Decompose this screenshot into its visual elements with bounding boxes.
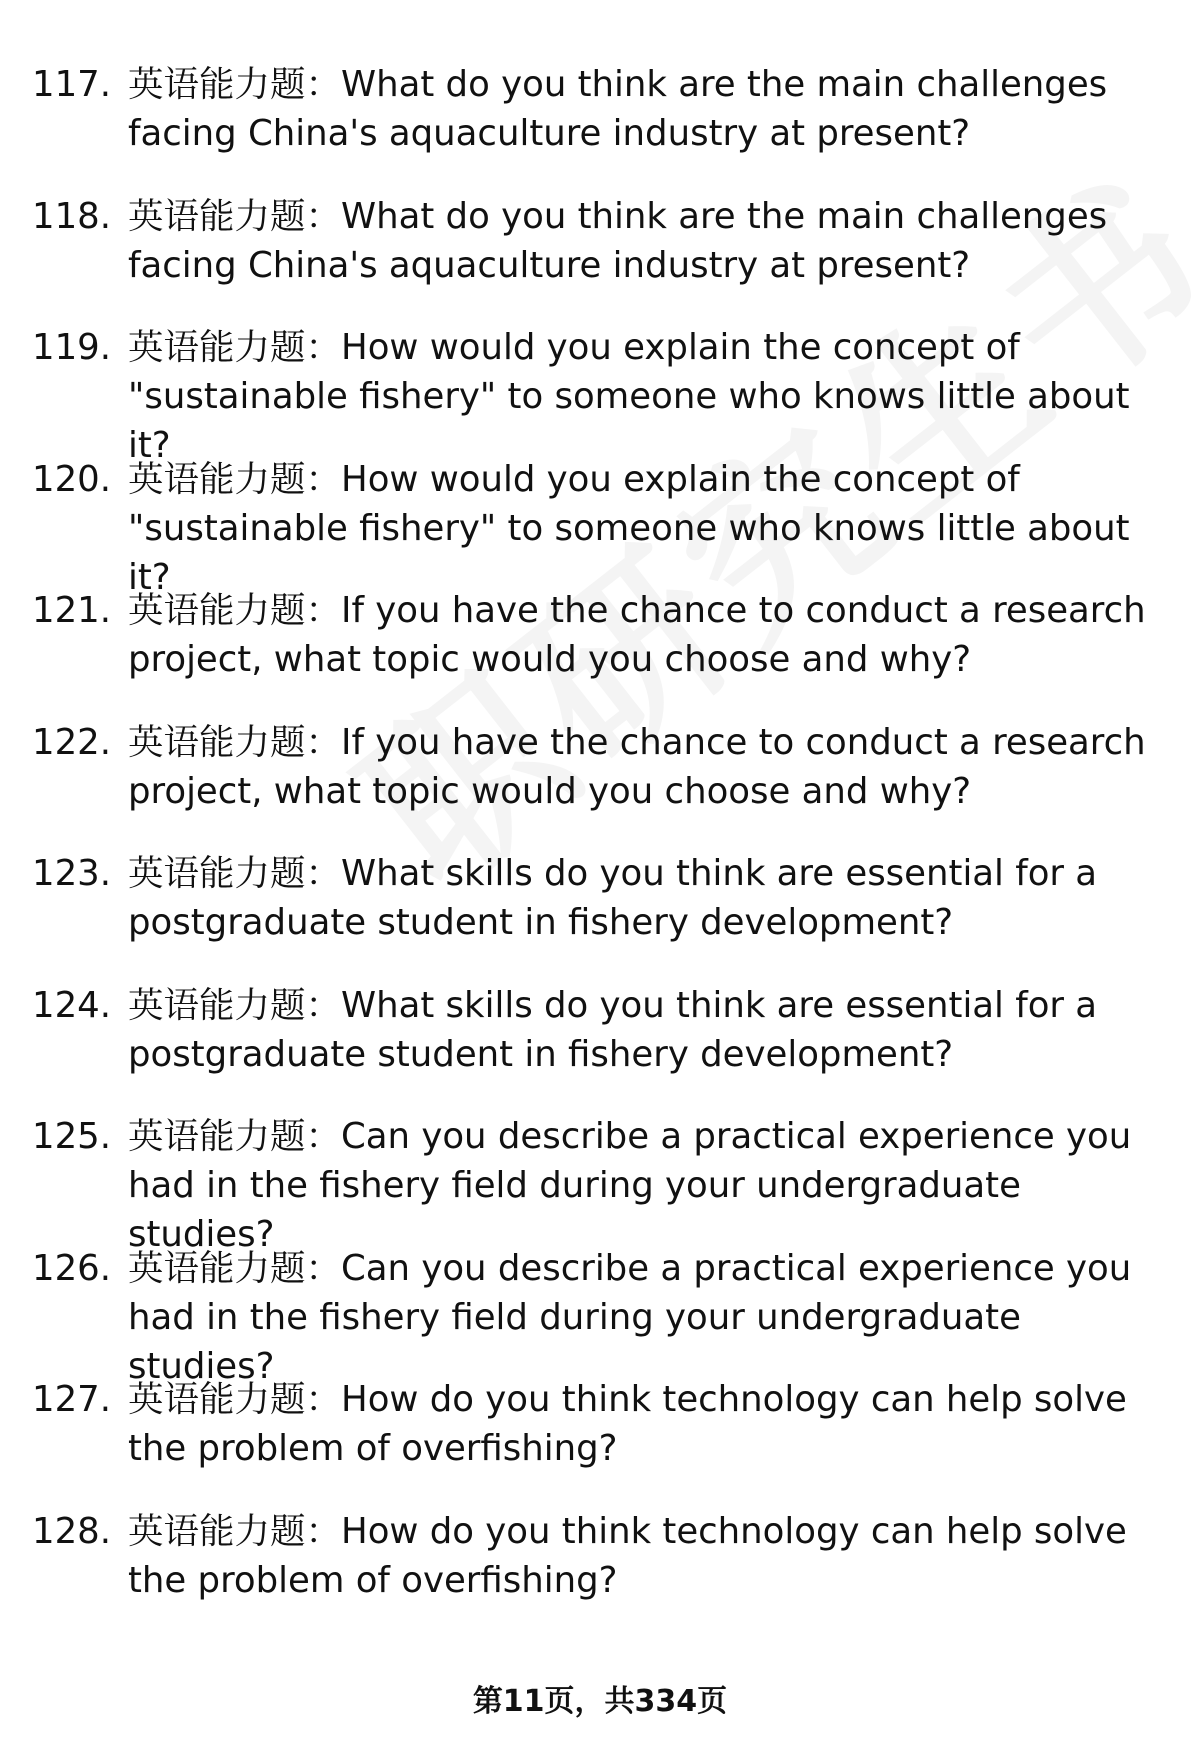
page-footer: 第11页，共334页 — [472, 1684, 728, 1719]
question-number: 121. — [32, 590, 112, 631]
question-number: 125. — [32, 1116, 112, 1157]
question-number: 117. — [32, 64, 112, 105]
question-text: 英语能力题：How do you think technology can help solve the problem of overfishing? — [128, 1379, 1127, 1469]
question-item — [0, 849, 1200, 981]
question-number: 124. — [32, 984, 112, 1026]
question-number: 127. — [32, 1379, 112, 1420]
question-text: 英语能力题：What do you think are the main challenges facing China's aquaculture industry at present? — [128, 64, 1108, 154]
question-text: 英语能力题：How would you explain the concept of "sustainable fishery" to someone who knows little about it? — [128, 327, 1130, 466]
question-item — [0, 1112, 1200, 1255]
question-item — [0, 455, 1200, 598]
question-item — [0, 1244, 1200, 1387]
question-number: 119. — [32, 327, 112, 368]
question-item — [0, 323, 1200, 466]
question-number: 128. — [32, 1510, 112, 1552]
question-item — [0, 1507, 1200, 1639]
question-number: 118. — [32, 195, 112, 237]
question-text: 英语能力题：What skills do you think are essential for a postgraduate student in fishery development? — [128, 984, 1098, 1075]
question-text: 英语能力题：How would you explain the concept of "sustainable fishery" to someone who knows little about it? — [128, 458, 1130, 598]
question-text: 英语能力题：What skills do you think are essential for a postgraduate student in fishery development? — [128, 853, 1098, 943]
question-item — [0, 1375, 1200, 1507]
question-item — [0, 60, 1200, 192]
question-item — [0, 718, 1200, 850]
question-text: 英语能力题：Can you describe a practical experience you had in the fishery field during your undergraduate studies? — [128, 1116, 1132, 1255]
question-number: 122. — [32, 721, 112, 763]
question-list — [0, 60, 1200, 1638]
question-number: 123. — [32, 853, 112, 894]
question-item — [0, 192, 1200, 324]
question-text: 英语能力题：If you have the chance to conduct a research project, what topic would you choose and why? — [128, 590, 1146, 680]
question-text: 英语能力题：What do you think are the main challenges facing China's aquaculture industry at present? — [128, 195, 1108, 286]
question-text: 英语能力题：If you have the chance to conduct a research project, what topic would you choose and why? — [128, 721, 1146, 812]
question-item — [0, 586, 1200, 718]
question-text: 英语能力题：Can you describe a practical experience you had in the fishery field during your undergraduate studies? — [128, 1247, 1132, 1387]
question-text: 英语能力题：How do you think technology can help solve the problem of overfishing? — [128, 1510, 1127, 1601]
question-number: 120. — [32, 458, 112, 500]
question-item — [0, 981, 1200, 1113]
question-number: 126. — [32, 1247, 112, 1289]
